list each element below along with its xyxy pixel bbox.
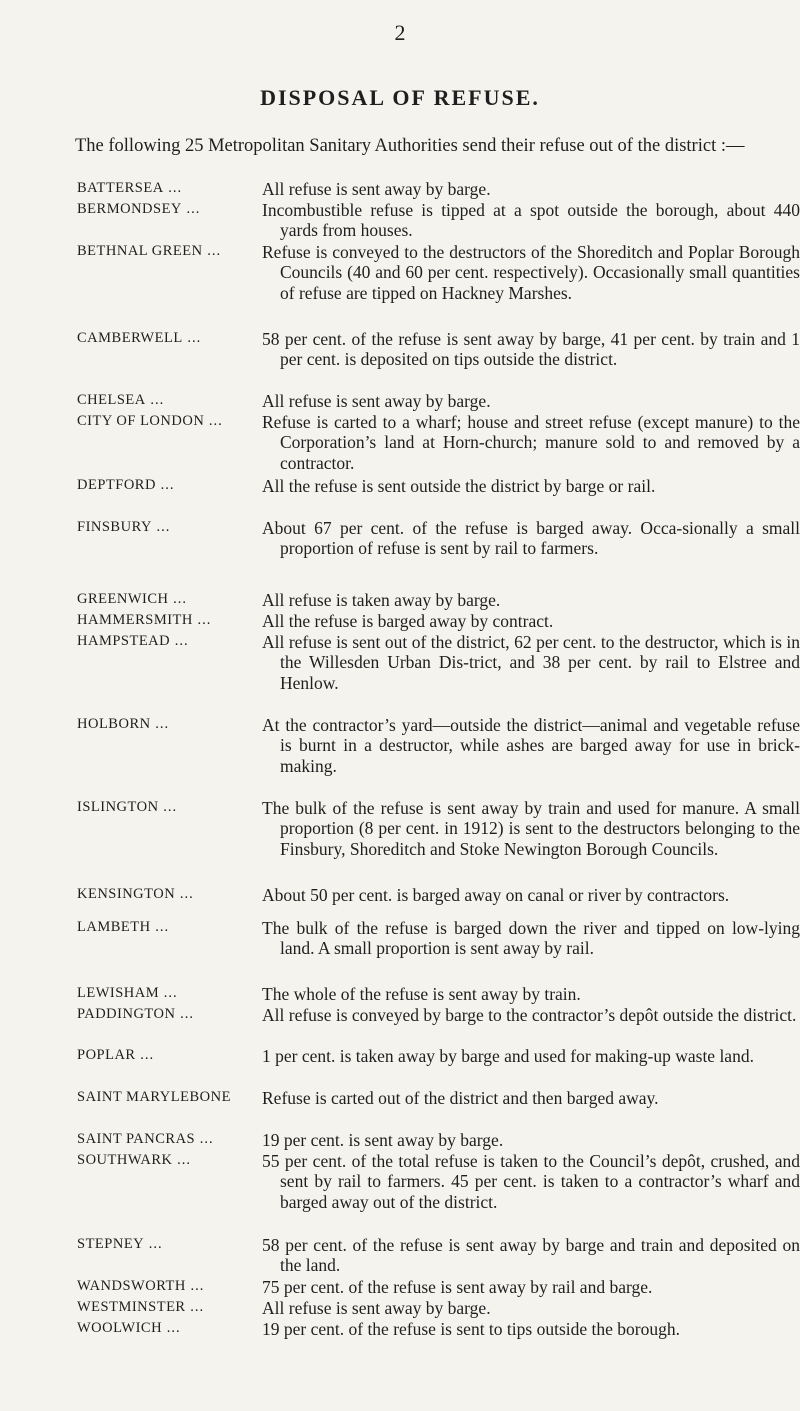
district-label: SAINT PANCRAS xyxy=(77,1131,196,1147)
leader-dots: ... xyxy=(185,1299,205,1315)
district-label: CAMBERWELL xyxy=(77,330,183,346)
refuse-description: Refuse is carted out of the district and then barged away. xyxy=(262,1088,659,1108)
district-label: HAMMERSMITH xyxy=(77,612,193,628)
district-name xyxy=(77,1296,247,1318)
refuse-description: All refuse is sent away by barge. xyxy=(262,1298,491,1318)
district-name xyxy=(77,630,247,652)
district-label: BATTERSEA xyxy=(77,180,164,196)
district-name xyxy=(77,1317,247,1339)
refuse-description: All refuse is taken away by barge. xyxy=(262,590,501,610)
leader-dots: ... xyxy=(135,1047,155,1063)
district-name xyxy=(77,198,247,220)
refuse-description: The bulk of the refuse is barged down the river and tipped on low-lying land. A small proportion is sent away by rail. xyxy=(262,918,800,959)
district-name xyxy=(77,389,247,411)
leader-dots: ... xyxy=(150,919,170,935)
district-name xyxy=(77,588,247,610)
leader-dots: ... xyxy=(185,1278,205,1294)
leader-dots: ... xyxy=(145,392,165,408)
page-title: DISPOSAL OF REFUSE. xyxy=(260,85,540,110)
leader-dots: ... xyxy=(144,1236,163,1252)
district-label: ISLINGTON xyxy=(77,799,159,815)
district-name xyxy=(77,177,247,199)
refuse-description: All refuse is conveyed by barge to the contractor’s depôt outside the district. xyxy=(262,1005,797,1025)
refuse-description: Refuse is conveyed to the destructors of the Shoreditch and Poplar Borough Councils (40 and 60 per cent. respectively). Occasionally small quantities of refuse are tipped on Hackney Marshes. xyxy=(262,242,800,303)
district-label: BETHNAL GREEN xyxy=(77,243,203,259)
district-label: CHELSEA xyxy=(77,392,146,408)
district-name xyxy=(77,609,247,631)
refuse-description: 75 per cent. of the refuse is sent away by rail and barge. xyxy=(262,1277,653,1297)
refuse-description: Refuse is carted to a wharf; house and street refuse (except manure) to the Corporation’s land at Horn-church; manure sold to and removed by a contractor. xyxy=(262,412,800,473)
refuse-description: 58 per cent. of the refuse is sent away by barge and train and deposited on the land. xyxy=(262,1235,800,1276)
refuse-description: All refuse is sent away by barge. xyxy=(262,179,491,199)
district-name xyxy=(77,916,247,938)
leader-dots: ... xyxy=(195,1131,214,1147)
refuse-description: 1 per cent. is taken away by barge and used for making-up waste land. xyxy=(262,1046,754,1066)
leader-dots: ... xyxy=(192,612,212,628)
district-name xyxy=(77,240,247,262)
leader-dots: ... xyxy=(150,716,170,732)
leader-dots: ... xyxy=(172,1152,192,1168)
refuse-description: All refuse is sent away by barge. xyxy=(262,391,491,411)
leader-dots: ... xyxy=(182,330,202,346)
leader-dots: ... xyxy=(175,1006,194,1022)
district-label: SOUTHWARK xyxy=(77,1152,173,1168)
refuse-description: All refuse is sent out of the district, 62 per cent. to the destructor, which is in the Willesden Urban Dis-trict, and 38 per cent. by rail to Elstree and Henlow. xyxy=(262,632,800,693)
leader-dots: ... xyxy=(162,1320,181,1336)
district-label: HAMPSTEAD xyxy=(77,633,171,649)
leader-dots: ... xyxy=(181,201,201,217)
district-name xyxy=(77,327,247,349)
district-label: SAINT MARYLEBONE xyxy=(77,1089,231,1105)
refuse-description: At the contractor’s yard—outside the district—animal and vegetable refuse is burnt in a destructor, while ashes are barged away for use in brick-making. xyxy=(262,715,800,776)
district-label: GREENWICH xyxy=(77,591,169,607)
district-label: FINSBURY xyxy=(77,519,152,535)
leader-dots: ... xyxy=(170,633,189,649)
district-label: WOOLWICH xyxy=(77,1320,163,1336)
district-name xyxy=(77,516,247,538)
district-name xyxy=(77,1128,247,1150)
district-label: WANDSWORTH xyxy=(77,1278,186,1294)
district-name xyxy=(77,1149,247,1171)
leader-dots: ... xyxy=(163,180,183,196)
district-name xyxy=(77,1233,247,1255)
district-label: BERMONDSEY xyxy=(77,201,182,217)
refuse-description: About 50 per cent. is barged away on canal or river by contractors. xyxy=(262,885,730,905)
district-name xyxy=(77,410,247,432)
district-label: HOLBORN xyxy=(77,716,151,732)
refuse-description: The whole of the refuse is sent away by train. xyxy=(262,984,581,1004)
district-name xyxy=(77,474,247,496)
leader-dots: ... xyxy=(159,985,178,1001)
district-name xyxy=(77,1086,247,1108)
district-label: LEWISHAM xyxy=(77,985,160,1001)
district-name xyxy=(77,713,247,735)
district-name xyxy=(77,883,247,905)
refuse-description: 19 per cent. is sent away by barge. xyxy=(262,1130,504,1150)
district-label: LAMBETH xyxy=(77,919,151,935)
leader-dots: ... xyxy=(204,413,223,429)
leader-dots: ... xyxy=(158,799,178,815)
district-label: WESTMINSTER xyxy=(77,1299,186,1315)
leader-dots: ... xyxy=(202,243,222,259)
district-label: KENSINGTON xyxy=(77,886,176,902)
district-label: CITY OF LONDON xyxy=(77,413,205,429)
page-number: 2 xyxy=(394,20,406,45)
district-label: POPLAR xyxy=(77,1047,136,1063)
district-label: PADDINGTON xyxy=(77,1006,176,1022)
district-name xyxy=(77,982,247,1004)
district-label: DEPTFORD xyxy=(77,477,156,493)
refuse-description: All the refuse is barged away by contract. xyxy=(262,611,554,631)
refuse-description: 58 per cent. of the refuse is sent away by barge, 41 per cent. by train and 1 per cent. is deposited on tips outside the district. xyxy=(262,329,800,370)
district-name xyxy=(77,796,247,818)
leader-dots: ... xyxy=(155,477,175,493)
district-label: STEPNEY xyxy=(77,1236,145,1252)
refuse-description: Incombustible refuse is tipped at a spot outside the borough, about 440 yards from houses. xyxy=(262,200,800,241)
refuse-description: About 67 per cent. of the refuse is barged away. Occa-sionally a small proportion of refuse is sent by rail to farmers. xyxy=(262,518,800,559)
leader-dots: ... xyxy=(151,519,171,535)
refuse-description: 19 per cent. of the refuse is sent to tips outside the borough. xyxy=(262,1319,680,1339)
district-name xyxy=(77,1275,247,1297)
leader-dots: ... xyxy=(168,591,187,607)
refuse-description: The bulk of the refuse is sent away by train and used for manure. A small proportion (8 per cent. in 1912) is sent to the destructors belonging to the Finsbury, Shoreditch and Stoke Newington Borough Councils. xyxy=(262,798,800,859)
district-name xyxy=(77,1044,247,1066)
leader-dots: ... xyxy=(175,886,194,902)
refuse-description: 55 per cent. of the total refuse is taken to the Council’s depôt, crushed, and sent by rail to farmers. 45 per cent. is taken to a contractor’s wharf and barged away out of the district. xyxy=(262,1151,800,1212)
intro-paragraph: The following 25 Metropolitan Sanitary Authorities send their refuse out of the district :— xyxy=(75,136,745,156)
refuse-description: All the refuse is sent outside the district by barge or rail. xyxy=(262,476,656,496)
district-name xyxy=(77,1003,247,1025)
